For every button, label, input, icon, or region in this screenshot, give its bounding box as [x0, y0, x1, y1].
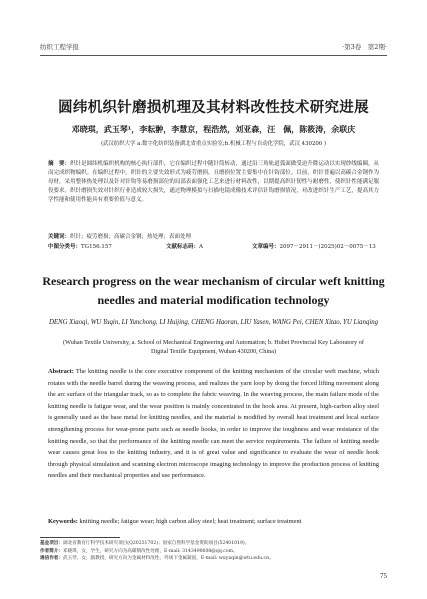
title-chinese: 圆纬机织针磨损机理及其材料改性技术研究进展 — [58, 100, 369, 116]
footnote-author-text: 邓晓琪，女，学生，研究方向为高碳钢改性处理，E-mail: 3143490608@qq.com。 — [62, 548, 238, 554]
keywords-chinese-text: 织针；疲劳磨损；高碳合金钢；热处理；表面处理 — [70, 234, 192, 240]
footnotes — [40, 540, 387, 563]
abstract-english-text: The knitting needle is the core executive component of the knitting mechanism of the circular weft machine, which rotates with the needle barrel during the weaving process, and realizes the yarn loop by doing the forced lifting movement along the arc surface of the triangular track, so as to complete the fabric weaving. In the weaving process, the main failure mode of the knitting needle is fatigue wear, and the wear position is mainly concentrated in the hook area. At present, high-carbon alloy steel is generally used as the base metal for knitting needles, and the material is modified by overall heat treatment and local surface strengthening process for wear-prone parts such as needle hooks, in order to improve the toughness and wear resistance of the knitting needle, so that the performance of the knitting needle can meet the service requirements. The failure of knitting needle wear causes great loss to the knitting industry, and it is of great value and significance to evaluate the wear of needle hook through physical simulation and scanning electron microscope imaging technology to improve the production process of knitting needles and their mechanical properties and use performance. — [48, 368, 379, 480]
issue-info: ·第3卷 第2期· — [342, 43, 387, 51]
footnote-corresponding-label: 通信作者： — [40, 556, 63, 562]
footnote-rule — [40, 537, 120, 538]
art-label: 文章编号： — [252, 244, 280, 250]
art-value: 2097－2911－(2025)02－0075－13 — [279, 244, 376, 250]
keywords-chinese-label: 关键词： — [48, 234, 71, 240]
keywords-english-text: knitting needle; fatigue wear; high carbon alloy steel; heat treatment; surface treatment — [79, 518, 302, 525]
article-number — [252, 242, 376, 250]
affiliation-chinese: (武汉纺织大学 a.数字化纺织装备湖北省重点实验室;b.机械工程与自动化学院，武汉 430200 ) — [100, 141, 327, 147]
footnote-author-label: 作者简介： — [40, 548, 63, 554]
clc-label: 中图分类号： — [48, 244, 82, 250]
journal-name: 纺织工程学报 — [40, 43, 79, 51]
footnote-funding-label: 基金项目： — [40, 541, 63, 546]
abstract-english-label: Abstract: — [48, 368, 74, 375]
authors-english: DENG Xiaoqi, WU Yuqin, LI Yunchong, LI Huijing, CHENG Haoran, LIU Yasen, WANG Pei, CHEN Xitao, YU Lianqing — [48, 319, 378, 326]
doc-value: A — [199, 244, 203, 250]
abstract-chinese-label: 摘 要： — [48, 161, 71, 167]
footnote-funding-text: 湖北省教育厅科学技术研究项目(Q20231702)；国家自然科学基金资助项目(52401019)。 — [62, 541, 250, 546]
abstract-english — [48, 366, 379, 482]
keywords-english — [48, 518, 379, 525]
footnote-corresponding-text: 武玉琴，女，副教授，研究方向为金属材料改性、外场下金属凝固，E-mail: wuyuqin@wtu.edu.cn。 — [62, 556, 274, 562]
abstract-chinese — [48, 160, 379, 205]
authors-chinese: 邓晓琪，武玉琴¹，李耘翀，李慧京，程浩然，刘亚森，汪 佩，陈筱涛，余联庆 — [71, 125, 356, 134]
clc-value: TG156.157 — [81, 244, 112, 250]
footnote-author-bio — [40, 548, 387, 556]
keywords-chinese — [48, 232, 191, 240]
affiliation-english: (Wuhan Textile University, a. School of Mechanical Engineering and Automation; b. Hubei Provincial Key Laboratory of Digital Textile Equipment, Wuhan 430200, China) — [63, 339, 364, 355]
document-code — [166, 242, 203, 250]
clc-number — [48, 242, 112, 250]
footnote-corresponding — [40, 555, 387, 563]
doc-label: 文献标志码： — [166, 244, 200, 250]
abstract-chinese-text: 织针是圆纬机编织机构的核心执行部件，它在编织过程中随针筒转动，通过沿三角轨道弧面做受迫升降运动以实现纱线编圈，从而完成织物编织。在编织过程中，织针的主要失效形式为疲劳磨损，且磨损位置主要集中在针钩部位。目前，织针普遍以高碳合金钢作为母材，采用整体热处理以及针对针钩等易磨损部位的局部表面强化工艺来进行材料改性，以期提高织针韧性与耐磨性，使织针性能满足服役要求。织针磨损失效对针织行业造成较大损失，通过物理模拟与扫描电镜成像技术评估针钩磨损情况，对改进织针生产工艺，提高其力学性能和使用性能具有重要价值与意义。 — [48, 161, 379, 203]
header-rule — [40, 55, 387, 56]
page-number: 75 — [380, 572, 387, 580]
footnote-funding — [40, 540, 387, 548]
title-english: Research progress on the wear mechanism of circular weft knitting needles and material modification technology — [42, 274, 385, 307]
keywords-english-label: Keywords: — [48, 518, 78, 525]
